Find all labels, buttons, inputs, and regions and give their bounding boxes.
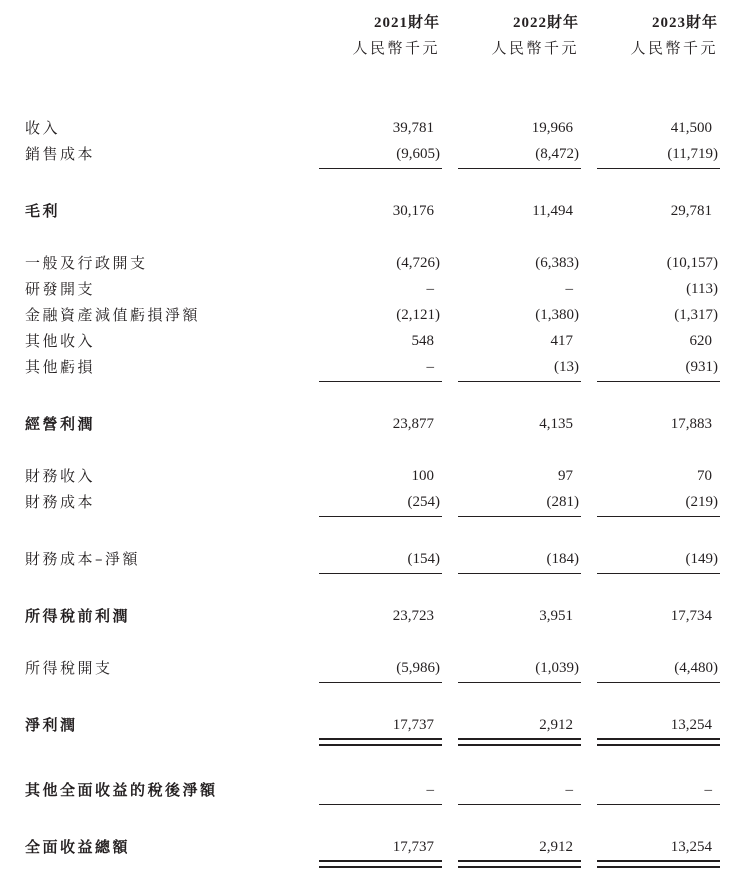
subtotal-rule: [597, 804, 720, 805]
row-label: 毛利: [25, 202, 61, 220]
row-label: 其他全面收益的稅後淨額: [25, 781, 218, 799]
total-double-rule: [597, 738, 720, 747]
row-value-2021: 17,737: [392, 839, 434, 855]
subtotal-rule: [458, 682, 581, 683]
total-double-rule: [458, 860, 581, 869]
header-year-2021: 2021財年: [373, 15, 440, 31]
row-value-2021: (2,121): [396, 307, 440, 323]
row-label: 財務成本–淨額: [25, 550, 141, 568]
subtotal-rule: [458, 168, 581, 169]
row-value-2023: (931): [685, 359, 718, 375]
row-value-2022: (184): [546, 551, 579, 567]
row-value-2023: 620: [689, 333, 712, 349]
row-value-2022: (13): [554, 359, 579, 375]
header-year-2022: 2022財年: [512, 15, 579, 31]
column-currency: [0, 35, 750, 61]
row-value-2022: 11,494: [532, 203, 573, 219]
subtotal-rule: [319, 168, 442, 169]
row-value-2023: –: [704, 782, 712, 798]
row-value-2023: 41,500: [670, 120, 712, 136]
row-other-comprehensive-income: [0, 777, 750, 803]
row-value-2021: (5,986): [396, 660, 440, 676]
row-value-2021: 17,737: [392, 717, 434, 733]
row-value-2023: 70: [697, 468, 712, 484]
row-label: 收入: [25, 119, 61, 137]
row-income-tax-expense: [0, 655, 750, 681]
row-total-comprehensive-income: [0, 834, 750, 860]
row-value-2021: (4,726): [396, 255, 440, 271]
row-value-2023: (149): [685, 551, 718, 567]
row-value-2023: (219): [685, 494, 718, 510]
row-value-2023: (113): [686, 281, 718, 297]
row-value-2023: 13,254: [670, 717, 712, 733]
row-label: 所得稅前利潤: [25, 607, 131, 625]
row-label: 研發開支: [25, 280, 96, 298]
row-label: 經營利潤: [25, 415, 96, 433]
row-value-2022: (6,383): [535, 255, 579, 271]
row-value-2022: 4,135: [539, 416, 573, 432]
row-value-2021: –: [426, 281, 434, 297]
row-value-2021: (154): [407, 551, 440, 567]
row-label: 全面收益總額: [25, 838, 131, 856]
total-double-rule: [319, 738, 442, 747]
row-label: 金融資產減值虧損淨額: [25, 306, 201, 324]
row-value-2021: –: [426, 782, 434, 798]
subtotal-rule: [458, 573, 581, 574]
row-label: 一般及行政開支: [25, 254, 148, 272]
row-value-2021: 30,176: [392, 203, 434, 219]
row-finance-income: [0, 463, 750, 489]
row-profit-before-tax: [0, 603, 750, 629]
row-value-2021: 39,781: [392, 120, 434, 136]
row-label: 所得稅開支: [25, 659, 113, 677]
total-double-rule: [319, 860, 442, 869]
row-value-2023: 13,254: [670, 839, 712, 855]
row-label: 財務收入: [25, 467, 96, 485]
subtotal-rule: [458, 516, 581, 517]
row-gross-profit: [0, 198, 750, 224]
row-operating-profit: [0, 411, 750, 437]
row-value-2023: (10,157): [666, 255, 718, 271]
subtotal-rule: [458, 804, 581, 805]
subtotal-rule: [319, 516, 442, 517]
row-value-2022: 2,912: [539, 839, 573, 855]
subtotal-rule: [597, 168, 720, 169]
header-currency-2022: 人民幣千元: [491, 39, 579, 57]
row-value-2023: 17,883: [670, 416, 712, 432]
row-value-2021: 548: [411, 333, 434, 349]
total-double-rule: [458, 738, 581, 747]
row-net-profit: [0, 712, 750, 738]
column-headers: [0, 10, 750, 36]
row-value-2021: 23,877: [392, 416, 434, 432]
row-value-2023: 17,734: [670, 608, 712, 624]
subtotal-rule: [597, 516, 720, 517]
subtotal-rule: [597, 682, 720, 683]
row-impairment-losses: [0, 302, 750, 328]
row-finance-costs: [0, 489, 750, 515]
row-value-2021: (254): [407, 494, 440, 510]
row-value-2021: (9,605): [396, 146, 440, 162]
row-value-2022: 3,951: [539, 608, 573, 624]
row-other-income: [0, 328, 750, 354]
subtotal-rule: [319, 804, 442, 805]
row-value-2022: 19,966: [531, 120, 573, 136]
row-label: 其他虧損: [25, 358, 96, 376]
header-currency-2023: 人民幣千元: [630, 39, 718, 57]
header-currency-2021: 人民幣千元: [352, 39, 440, 57]
row-value-2022: –: [565, 782, 573, 798]
row-value-2023: (4,480): [674, 660, 718, 676]
row-label: 其他收入: [25, 332, 96, 350]
row-label: 財務成本: [25, 493, 96, 511]
row-label: 淨利潤: [25, 716, 78, 734]
subtotal-rule: [597, 573, 720, 574]
row-finance-costs-net: [0, 546, 750, 572]
row-value-2022: (281): [546, 494, 579, 510]
row-revenue: [0, 115, 750, 141]
subtotal-rule: [597, 381, 720, 382]
subtotal-rule: [319, 381, 442, 382]
row-value-2023: 29,781: [670, 203, 712, 219]
row-value-2022: (1,380): [535, 307, 579, 323]
subtotal-rule: [319, 573, 442, 574]
row-cost-of-sales: [0, 141, 750, 167]
row-value-2021: –: [426, 359, 434, 375]
row-value-2021: 100: [411, 468, 434, 484]
subtotal-rule: [319, 682, 442, 683]
row-value-2021: 23,723: [392, 608, 434, 624]
row-other-losses: [0, 354, 750, 380]
row-value-2022: 2,912: [539, 717, 573, 733]
row-value-2022: (8,472): [535, 146, 579, 162]
row-label: 銷售成本: [25, 145, 96, 163]
row-value-2023: (1,317): [674, 307, 718, 323]
row-value-2022: –: [565, 281, 573, 297]
header-year-2023: 2023財年: [651, 15, 718, 31]
total-double-rule: [597, 860, 720, 869]
row-value-2022: 417: [550, 333, 573, 349]
row-value-2023: (11,719): [667, 146, 718, 162]
subtotal-rule: [458, 381, 581, 382]
row-value-2022: 97: [558, 468, 573, 484]
row-admin-expenses: [0, 250, 750, 276]
row-rd-expenses: [0, 276, 750, 302]
row-value-2022: (1,039): [535, 660, 579, 676]
